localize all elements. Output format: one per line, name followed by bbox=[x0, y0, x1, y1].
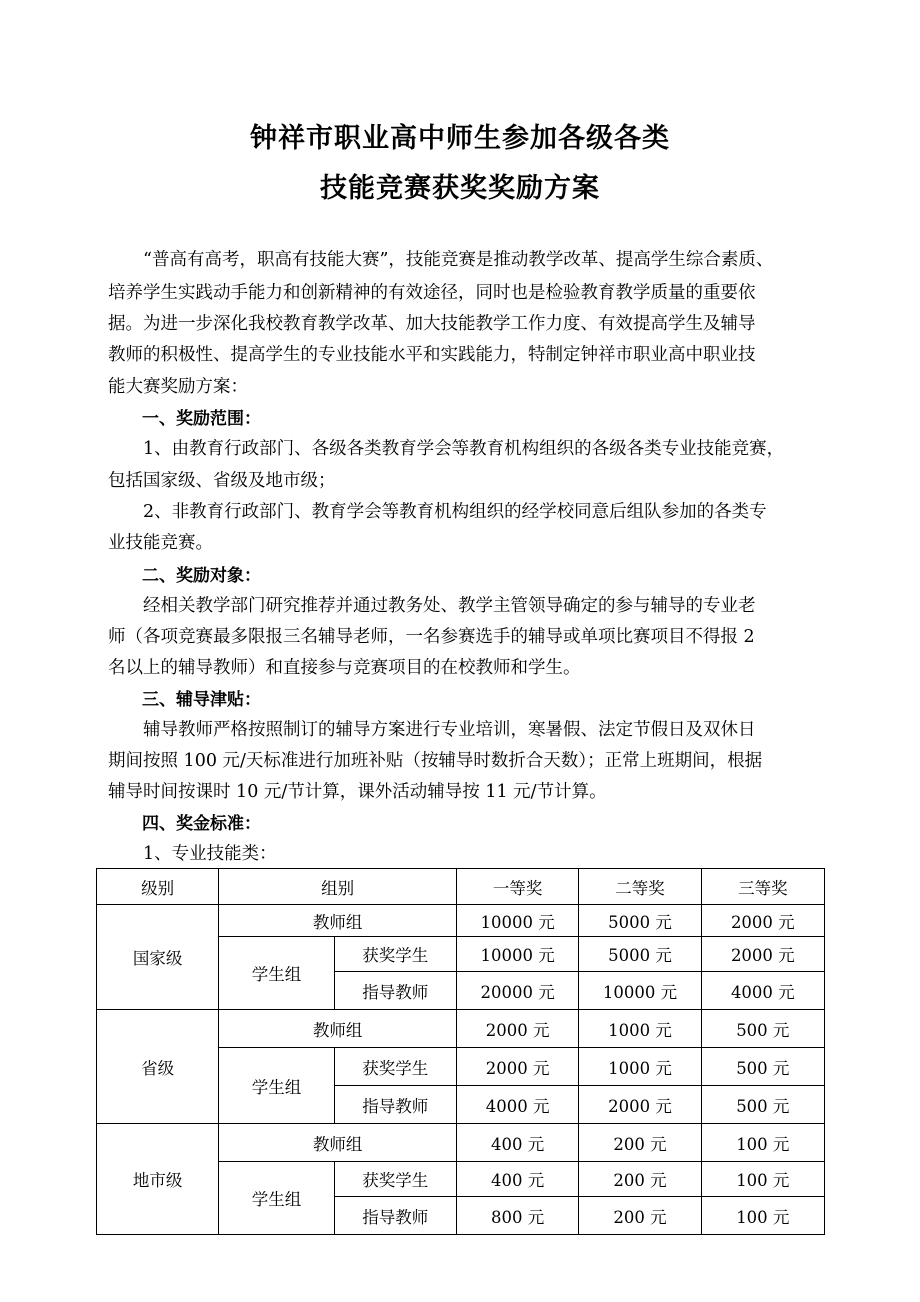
section-line: 包括国家级、省级及地市级； bbox=[108, 471, 336, 491]
group-cell: 教师组 bbox=[219, 905, 457, 937]
value-cell: 2000 元 bbox=[579, 1086, 701, 1124]
value-cell: 20000 元 bbox=[456, 972, 578, 1010]
table-row bbox=[97, 1010, 825, 1048]
section-line: 业技能竞赛。 bbox=[108, 533, 213, 553]
intro-line: 能大赛奖励方案： bbox=[108, 377, 248, 397]
group-cell: 学生组 bbox=[219, 1162, 334, 1235]
section-line: 1、由教育行政部门、各级各类教育学会等教育机构组织的各级各类专业技能竞赛， bbox=[108, 439, 785, 459]
value-cell: 400 元 bbox=[456, 1162, 578, 1197]
level-cell: 国家级 bbox=[97, 905, 219, 1010]
section-line: 名以上的辅导教师）和直接参与竞赛项目的在校教师和学生。 bbox=[108, 658, 581, 678]
subgroup-cell: 指导教师 bbox=[334, 972, 456, 1010]
value-cell: 4000 元 bbox=[701, 972, 824, 1010]
group-cell: 学生组 bbox=[219, 937, 334, 1010]
value-cell: 2000 元 bbox=[456, 1010, 578, 1048]
value-cell: 100 元 bbox=[701, 1162, 824, 1197]
value-cell: 500 元 bbox=[701, 1048, 824, 1086]
header-group: 组别 bbox=[219, 869, 457, 905]
document-title-line1: 钟祥市职业高中师生参加各级各类 bbox=[250, 123, 670, 154]
intro-line: 培养学生实践动手能力和创新精神的有效途径，同时也是检验教育教学质量的重要依 bbox=[108, 283, 756, 303]
value-cell: 500 元 bbox=[701, 1086, 824, 1124]
subgroup-cell: 获奖学生 bbox=[334, 1048, 456, 1086]
value-cell: 2000 元 bbox=[456, 1048, 578, 1086]
award-table bbox=[96, 868, 825, 1235]
intro-line: 据。为进一步深化我校教育教学改革、加大技能教学工作力度、有效提高学生及辅导 bbox=[108, 314, 756, 334]
section-line: 师（各项竞赛最多限报三名辅导老师，一名参赛选手的辅导或单项比赛项目不得报 2 bbox=[108, 627, 755, 647]
intro-line: 教师的积极性、提高学生的专业技能水平和实践能力，特制定钟祥市职业高中职业技 bbox=[108, 345, 756, 365]
document-title-line2: 技能竞赛获奖奖励方案 bbox=[320, 173, 600, 204]
section-subheading: 1、专业技能类： bbox=[108, 844, 277, 864]
group-cell: 学生组 bbox=[219, 1048, 334, 1124]
header-level: 级别 bbox=[97, 869, 219, 905]
level-cell: 省级 bbox=[97, 1010, 219, 1124]
group-cell: 教师组 bbox=[219, 1124, 457, 1162]
value-cell: 800 元 bbox=[456, 1197, 578, 1235]
header-first-prize: 一等奖 bbox=[456, 869, 578, 905]
value-cell: 10000 元 bbox=[579, 972, 701, 1010]
value-cell: 200 元 bbox=[579, 1124, 701, 1162]
value-cell: 500 元 bbox=[701, 1010, 824, 1048]
section-line: 经相关教学部门研究推荐并通过教务处、教学主管领导确定的参与辅导的专业老 bbox=[108, 596, 756, 616]
value-cell: 400 元 bbox=[456, 1124, 578, 1162]
value-cell: 2000 元 bbox=[701, 937, 824, 972]
value-cell: 1000 元 bbox=[579, 1048, 701, 1086]
section-heading-scope: 一、奖励范围： bbox=[108, 409, 261, 429]
table-header-row bbox=[97, 869, 825, 905]
value-cell: 200 元 bbox=[579, 1162, 701, 1197]
header-second-prize: 二等奖 bbox=[579, 869, 701, 905]
table-row bbox=[97, 905, 825, 937]
intro-line: “普高有高考，职高有技能大赛”，技能竞赛是推动教学改革、提高学生综合素质、 bbox=[108, 250, 774, 270]
section-heading-bonus: 四、奖金标准： bbox=[108, 814, 261, 834]
section-line: 2、非教育行政部门、教育学会等教育机构组织的经学校同意后组队参加的各类专 bbox=[108, 502, 767, 522]
subgroup-cell: 获奖学生 bbox=[334, 937, 456, 972]
section-line: 期间按照 100 元/天标准进行加班补贴（按辅导时数折合天数）；正常上班期间，根据 bbox=[108, 751, 763, 771]
value-cell: 10000 元 bbox=[456, 905, 578, 937]
value-cell: 4000 元 bbox=[456, 1086, 578, 1124]
value-cell: 200 元 bbox=[579, 1197, 701, 1235]
table-row bbox=[97, 1124, 825, 1162]
value-cell: 1000 元 bbox=[579, 1010, 701, 1048]
section-heading-targets: 二、奖励对象： bbox=[108, 566, 261, 586]
value-cell: 10000 元 bbox=[456, 937, 578, 972]
section-line: 辅导教师严格按照制订的辅导方案进行专业培训，寒暑假、法定节假日及双休日 bbox=[108, 720, 756, 740]
subgroup-cell: 指导教师 bbox=[334, 1086, 456, 1124]
subgroup-cell: 获奖学生 bbox=[334, 1162, 456, 1197]
level-cell: 地市级 bbox=[97, 1124, 219, 1235]
value-cell: 5000 元 bbox=[579, 905, 701, 937]
value-cell: 100 元 bbox=[701, 1124, 824, 1162]
subgroup-cell: 指导教师 bbox=[334, 1197, 456, 1235]
value-cell: 100 元 bbox=[701, 1197, 824, 1235]
value-cell: 5000 元 bbox=[579, 937, 701, 972]
section-line: 辅导时间按课时 10 元/节计算，课外活动辅导按 11 元/节计算。 bbox=[108, 782, 607, 802]
header-third-prize: 三等奖 bbox=[701, 869, 824, 905]
group-cell: 教师组 bbox=[219, 1010, 457, 1048]
value-cell: 2000 元 bbox=[701, 905, 824, 937]
section-heading-allowance: 三、辅导津贴： bbox=[108, 690, 261, 710]
